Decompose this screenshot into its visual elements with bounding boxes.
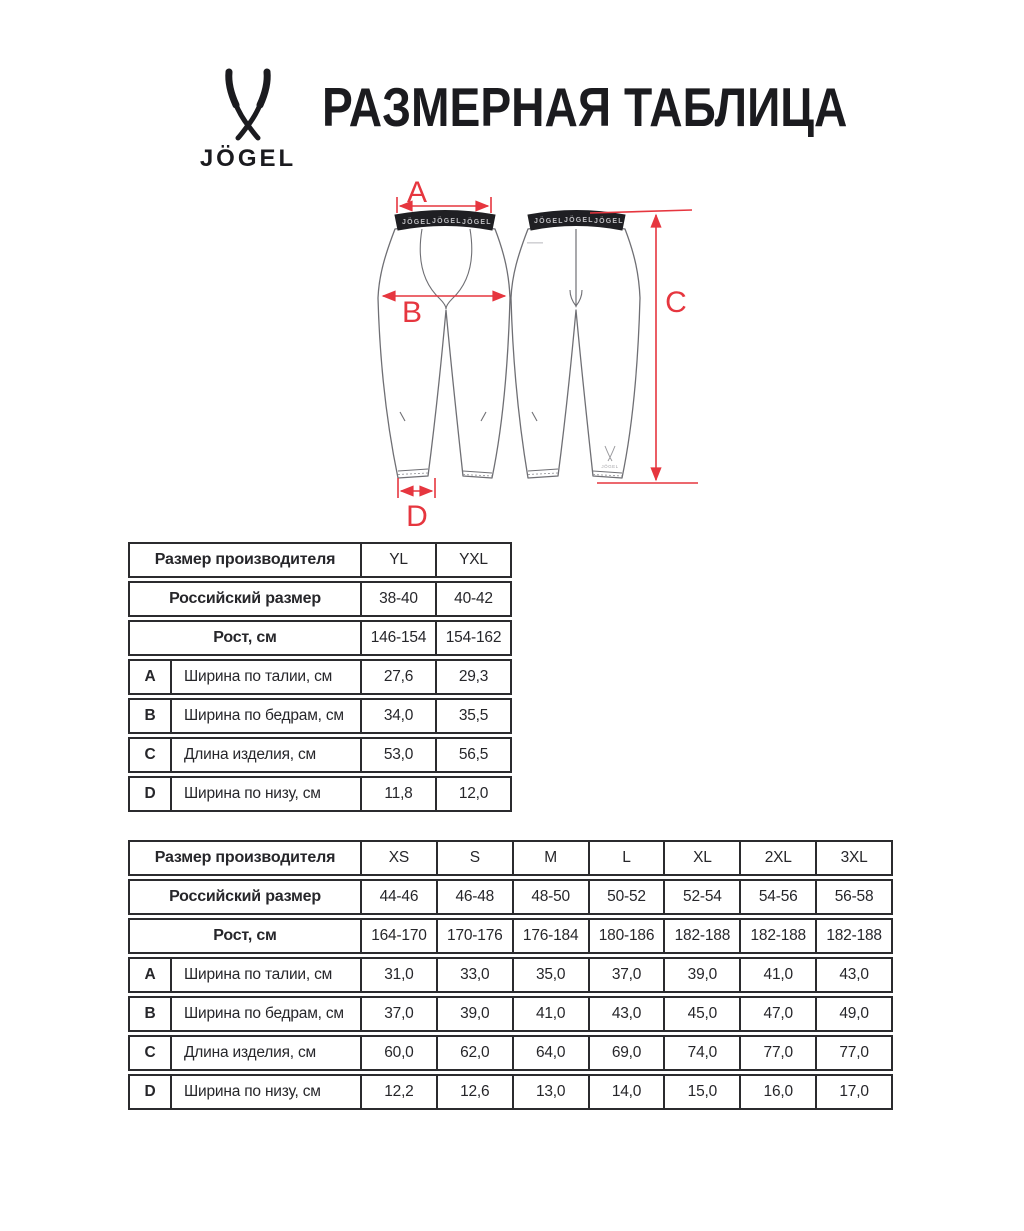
table-header-row	[128, 620, 512, 656]
measure-value-cell: 56,5	[435, 739, 510, 771]
page-title: РАЗМЕРНАЯ ТАБЛИЦА	[322, 76, 848, 138]
measure-value-cell: 47,0	[739, 998, 815, 1030]
measure-letter-cell: C	[144, 746, 156, 763]
measure-value-cell: 17,0	[815, 1076, 891, 1108]
table-measure-row	[128, 1035, 893, 1071]
table-measure-row	[128, 996, 893, 1032]
measure-letter-cell: A	[144, 966, 156, 983]
label-d: D	[406, 500, 428, 533]
size-value-cell: L	[588, 842, 664, 874]
size-value-cell: 164-170	[360, 920, 436, 952]
waistband-brand-text: JÖGEL	[402, 219, 432, 226]
measure-value-cell: 11,8	[360, 778, 435, 810]
measure-letter-cell: D	[144, 785, 156, 802]
waistband-brand-text: JÖGEL	[462, 219, 492, 226]
measure-label-cell: Ширина по низу, см	[170, 778, 360, 810]
measure-value-cell: 15,0	[663, 1076, 739, 1108]
waistband-brand-text: JÖGEL	[534, 218, 564, 225]
table-header-row	[128, 918, 893, 954]
size-value-cell: 2XL	[739, 842, 815, 874]
measure-value-cell: 77,0	[815, 1037, 891, 1069]
measure-label-cell: Длина изделия, см	[170, 1037, 360, 1069]
table-header-row	[128, 542, 512, 578]
size-value-cell: 146-154	[360, 622, 435, 654]
size-value-cell: 48-50	[512, 881, 588, 913]
measure-value-cell: 43,0	[588, 998, 664, 1030]
table-measure-row	[128, 957, 893, 993]
size-value-cell: 52-54	[663, 881, 739, 913]
size-value-cell: 54-56	[739, 881, 815, 913]
waistband-brand-text: JÖGEL	[564, 217, 594, 224]
measure-value-cell: 33,0	[436, 959, 512, 991]
size-value-cell: 44-46	[360, 881, 436, 913]
measure-value-cell: 37,0	[360, 998, 436, 1030]
tights-front-view	[378, 211, 510, 479]
table-header-row	[128, 879, 893, 915]
measure-letter-cell: C	[144, 1044, 156, 1061]
size-table-adult	[128, 840, 893, 1113]
measure-value-cell: 49,0	[815, 998, 891, 1030]
measure-value-cell: 31,0	[360, 959, 436, 991]
table-header-row	[128, 581, 512, 617]
tights-measurement-diagram	[360, 180, 710, 535]
size-value-cell: 40-42	[435, 583, 510, 615]
measure-value-cell: 39,0	[436, 998, 512, 1030]
measure-value-cell: 35,5	[435, 700, 510, 732]
measure-value-cell: 34,0	[360, 700, 435, 732]
measure-value-cell: 43,0	[815, 959, 891, 991]
size-value-cell: S	[436, 842, 512, 874]
size-value-cell: 154-162	[435, 622, 510, 654]
header-label-cell: Размер производителя	[154, 551, 336, 568]
header-label-cell: Российский размер	[169, 888, 321, 905]
jogel-v-mark-icon	[228, 72, 268, 138]
measure-label-cell: Ширина по низу, см	[170, 1076, 360, 1108]
size-value-cell: 182-188	[815, 920, 891, 952]
size-value-cell: 170-176	[436, 920, 512, 952]
measure-value-cell: 62,0	[436, 1037, 512, 1069]
measure-value-cell: 53,0	[360, 739, 435, 771]
measure-letter-cell: D	[144, 1083, 156, 1100]
measure-value-cell: 12,2	[360, 1076, 436, 1108]
size-value-cell: M	[512, 842, 588, 874]
measure-label-cell: Ширина по талии, см	[170, 959, 360, 991]
brand-wordmark: JÖGEL	[199, 145, 297, 172]
care-print-mark	[527, 242, 543, 244]
label-a: A	[406, 180, 428, 209]
header-label-cell: Размер производителя	[154, 849, 336, 866]
size-value-cell: 180-186	[588, 920, 664, 952]
measure-label-cell: Ширина по бедрам, см	[170, 700, 360, 732]
measure-letter-cell: A	[144, 668, 156, 685]
table-header-row	[128, 840, 893, 876]
measure-value-cell: 14,0	[588, 1076, 664, 1108]
waistband-brand-text: JÖGEL	[432, 218, 462, 225]
measure-value-cell: 60,0	[360, 1037, 436, 1069]
measure-value-cell: 16,0	[739, 1076, 815, 1108]
measure-value-cell: 69,0	[588, 1037, 664, 1069]
measure-label-cell: Ширина по талии, см	[170, 661, 360, 693]
measure-value-cell: 13,0	[512, 1076, 588, 1108]
table-measure-row	[128, 659, 512, 695]
measure-value-cell: 29,3	[435, 661, 510, 693]
size-value-cell: 46-48	[436, 881, 512, 913]
measure-label-cell: Длина изделия, см	[170, 739, 360, 771]
measure-value-cell: 64,0	[512, 1037, 588, 1069]
size-value-cell: 56-58	[815, 881, 891, 913]
label-b: B	[401, 296, 423, 329]
header-label-cell: Рост, см	[213, 629, 277, 646]
measure-value-cell: 35,0	[512, 959, 588, 991]
measure-value-cell: 45,0	[663, 998, 739, 1030]
measure-value-cell: 39,0	[663, 959, 739, 991]
measure-letter-cell: B	[144, 1005, 156, 1022]
measure-label-cell: Ширина по бедрам, см	[170, 998, 360, 1030]
size-table-youth	[128, 542, 512, 815]
measure-value-cell: 41,0	[512, 998, 588, 1030]
table-measure-row	[128, 1074, 893, 1110]
header-label-cell: Рост, см	[213, 927, 277, 944]
measure-letter-cell: B	[144, 707, 156, 724]
brand-logo	[195, 60, 305, 172]
table-measure-row	[128, 737, 512, 773]
tights-back-view	[511, 211, 640, 479]
header-label-cell: Российский размер	[169, 590, 321, 607]
size-value-cell: XS	[360, 842, 436, 874]
waistband-brand-text: JÖGEL	[594, 218, 624, 225]
measure-value-cell: 77,0	[739, 1037, 815, 1069]
size-value-cell: 176-184	[512, 920, 588, 952]
measure-value-cell: 27,6	[360, 661, 435, 693]
measure-value-cell: 41,0	[739, 959, 815, 991]
measure-value-cell: 74,0	[663, 1037, 739, 1069]
size-value-cell: 182-188	[663, 920, 739, 952]
table-measure-row	[128, 698, 512, 734]
measure-value-cell: 12,0	[435, 778, 510, 810]
label-c: C	[665, 286, 687, 319]
size-value-cell: 3XL	[815, 842, 891, 874]
measure-value-cell: 37,0	[588, 959, 664, 991]
size-value-cell: YL	[360, 544, 435, 576]
measure-value-cell: 12,6	[436, 1076, 512, 1108]
size-value-cell: 38-40	[360, 583, 435, 615]
table-measure-row	[128, 776, 512, 812]
size-value-cell: YXL	[435, 544, 510, 576]
size-value-cell: 182-188	[739, 920, 815, 952]
leg-logo-text: JÖGEL	[601, 464, 619, 469]
size-value-cell: 50-52	[588, 881, 664, 913]
size-value-cell: XL	[663, 842, 739, 874]
